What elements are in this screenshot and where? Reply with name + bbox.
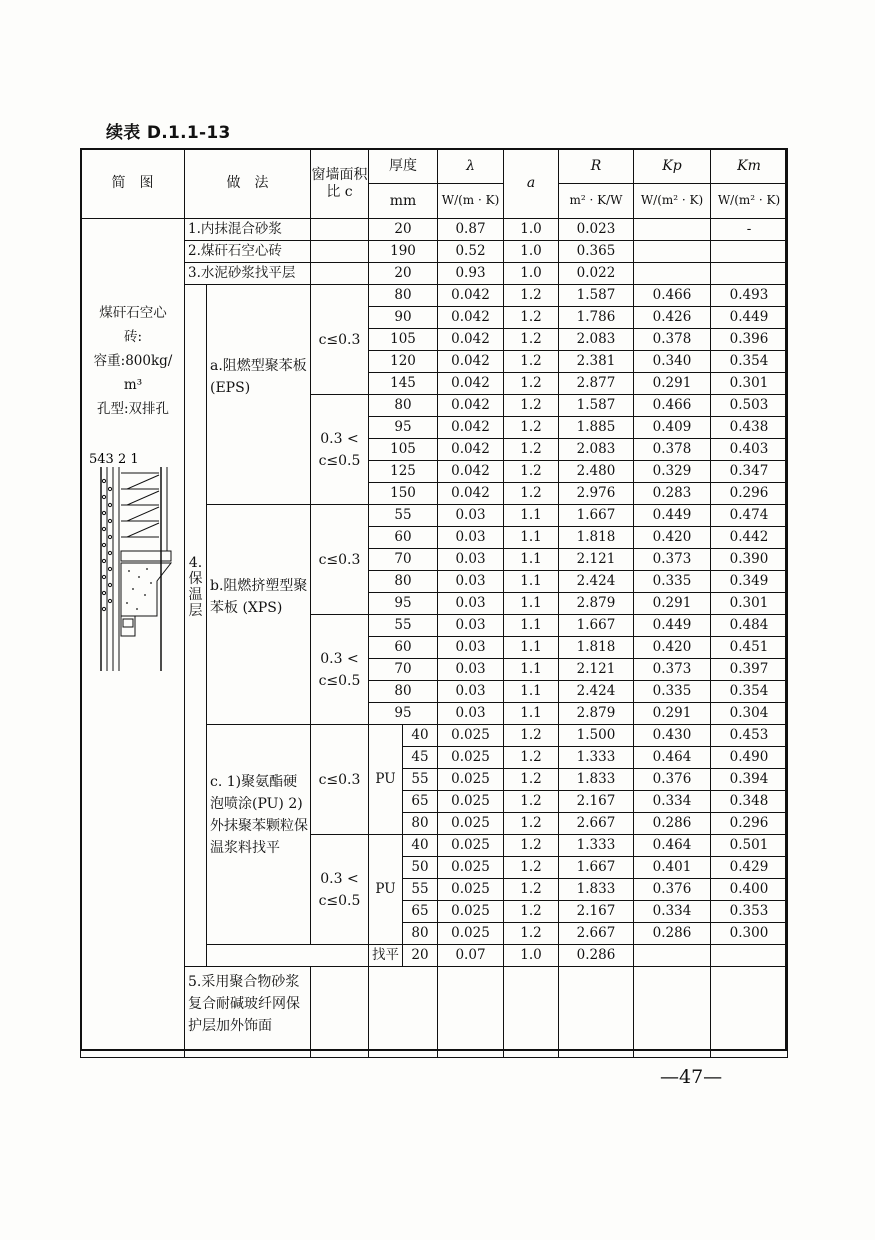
km-cell: 0.484 — [711, 615, 788, 637]
header-alpha: a — [504, 149, 559, 219]
thickness-cell: 125 — [369, 461, 438, 483]
header-diagram: 简 图 — [81, 149, 185, 219]
layer-name: 2.煤矸石空心砖 — [185, 241, 311, 263]
km-cell: 0.304 — [711, 703, 788, 725]
r-cell: 2.667 — [559, 813, 634, 835]
alpha-cell: 1.2 — [504, 373, 559, 395]
r-cell: 1.833 — [559, 769, 634, 791]
lambda-cell: 0.025 — [438, 747, 504, 769]
lambda-cell: 0.03 — [438, 549, 504, 571]
lambda-cell: 0.042 — [438, 285, 504, 307]
table-row — [81, 241, 788, 263]
wall-section-diagram — [87, 451, 179, 671]
lambda-cell: 0.042 — [438, 351, 504, 373]
xps-group-label: b.阻燃挤塑型聚苯板 (XPS) — [207, 505, 311, 725]
alpha-cell: 1.2 — [504, 329, 559, 351]
km-cell: 0.396 — [711, 329, 788, 351]
lambda-cell: 0.025 — [438, 835, 504, 857]
r-cell: 1.500 — [559, 725, 634, 747]
table-title: 续表 D.1.1-13 — [106, 123, 231, 143]
lambda-cell: 0.025 — [438, 769, 504, 791]
alpha-cell: 1.2 — [504, 285, 559, 307]
thickness-cell: 105 — [369, 439, 438, 461]
lambda-cell: 0.025 — [438, 791, 504, 813]
kp-cell: 0.291 — [634, 373, 711, 395]
km-cell: 0.493 — [711, 285, 788, 307]
material-description — [87, 301, 179, 421]
alpha-cell: 1.1 — [504, 703, 559, 725]
alpha-cell: 1.2 — [504, 725, 559, 747]
km-cell: 0.347 — [711, 461, 788, 483]
r-cell: 1.587 — [559, 395, 634, 417]
lambda-cell: 0.042 — [438, 329, 504, 351]
table-row — [81, 219, 788, 241]
r-cell: 0.022 — [559, 263, 634, 285]
lambda-cell: 0.025 — [438, 857, 504, 879]
kp-cell: 0.286 — [634, 923, 711, 945]
r-cell: 2.424 — [559, 681, 634, 703]
alpha-cell: 1.2 — [504, 483, 559, 505]
r-cell: 1.818 — [559, 527, 634, 549]
description-line: m³ — [123, 377, 143, 393]
km-cell: 0.300 — [711, 923, 788, 945]
lambda-cell: 0.03 — [438, 593, 504, 615]
eps-group-label: a.阻燃型聚苯板 (EPS) — [207, 285, 311, 505]
thickness-cell: 190 — [369, 241, 438, 263]
thickness-cell: 95 — [369, 417, 438, 439]
lambda-cell: 0.042 — [438, 417, 504, 439]
thickness-cell: 60 — [369, 527, 438, 549]
km-cell — [711, 241, 788, 263]
km-cell: 0.354 — [711, 681, 788, 703]
kp-cell: 0.378 — [634, 329, 711, 351]
kp-cell: 0.449 — [634, 505, 711, 527]
alpha-cell: 1.0 — [504, 945, 559, 967]
header-thickness-unit: mm — [369, 184, 438, 219]
lambda-cell: 0.042 — [438, 439, 504, 461]
km-cell: 0.442 — [711, 527, 788, 549]
lambda-cell: 0.025 — [438, 879, 504, 901]
lambda-cell: 0.042 — [438, 395, 504, 417]
kp-cell: 0.291 — [634, 703, 711, 725]
thickness-cell: 80 — [369, 285, 438, 307]
ratio-cell — [311, 219, 369, 241]
thickness-cell: 80 — [369, 395, 438, 417]
header-r-unit: m² · K/W — [559, 184, 634, 219]
kp-cell: 0.334 — [634, 791, 711, 813]
alpha-cell: 1.1 — [504, 527, 559, 549]
km-cell — [711, 263, 788, 285]
km-cell: 0.353 — [711, 901, 788, 923]
layer-5-name: 5.采用聚合物砂浆复合耐碱玻纤网保护层加外饰面 — [185, 967, 311, 1058]
r-cell: 2.121 — [559, 659, 634, 681]
km-cell: 0.400 — [711, 879, 788, 901]
km-cell: 0.301 — [711, 593, 788, 615]
alpha-cell: 1.2 — [504, 417, 559, 439]
r-cell: 2.381 — [559, 351, 634, 373]
km-cell: 0.397 — [711, 659, 788, 681]
alpha-cell: 1.2 — [504, 791, 559, 813]
layer-name: 3.水泥砂浆找平层 — [185, 263, 311, 285]
lambda-cell: 0.03 — [438, 637, 504, 659]
kp-cell — [634, 219, 711, 241]
alpha-cell — [504, 967, 559, 1058]
thickness-cell — [369, 967, 438, 1058]
thickness-cell: 90 — [369, 307, 438, 329]
kp-cell: 0.426 — [634, 307, 711, 329]
kp-cell: 0.401 — [634, 857, 711, 879]
ratio-group: 0.3 < c≤0.5 — [311, 615, 369, 725]
r-cell: 2.976 — [559, 483, 634, 505]
r-cell: 2.121 — [559, 549, 634, 571]
km-cell: 0.348 — [711, 791, 788, 813]
lambda-cell — [438, 967, 504, 1058]
thickness-cell: 70 — [369, 549, 438, 571]
lambda-cell: 0.07 — [438, 945, 504, 967]
kp-cell — [634, 241, 711, 263]
description-line: 孔型:双排孔 — [96, 401, 170, 417]
alpha-cell: 1.1 — [504, 593, 559, 615]
km-cell: 0.474 — [711, 505, 788, 527]
header-lambda-unit: W/(m · K) — [438, 184, 504, 219]
r-cell: 0.286 — [559, 945, 634, 967]
alpha-cell: 1.2 — [504, 923, 559, 945]
lambda-cell: 0.042 — [438, 307, 504, 329]
alpha-cell: 1.0 — [504, 263, 559, 285]
thickness-cell: 65 — [403, 791, 438, 813]
kp-cell: 0.340 — [634, 351, 711, 373]
km-cell: 0.490 — [711, 747, 788, 769]
kp-cell: 0.420 — [634, 527, 711, 549]
thickness-cell: 20 — [369, 219, 438, 241]
lambda-cell: 0.87 — [438, 219, 504, 241]
kp-cell: 0.335 — [634, 681, 711, 703]
lambda-cell: 0.03 — [438, 571, 504, 593]
km-cell: 0.390 — [711, 549, 788, 571]
r-cell: 2.167 — [559, 901, 634, 923]
lambda-cell: 0.025 — [438, 923, 504, 945]
r-cell: 1.885 — [559, 417, 634, 439]
alpha-cell: 1.2 — [504, 395, 559, 417]
r-cell: 1.833 — [559, 879, 634, 901]
ratio-cell — [311, 967, 369, 1058]
lambda-cell: 0.93 — [438, 263, 504, 285]
ratio-group: c≤0.3 — [311, 505, 369, 615]
r-cell: 0.365 — [559, 241, 634, 263]
thickness-cell: 80 — [403, 923, 438, 945]
kp-cell — [634, 967, 711, 1058]
header-thickness: 厚度 — [369, 149, 438, 184]
layer-4-label: 4.保温层 — [185, 285, 207, 967]
alpha-cell: 1.2 — [504, 439, 559, 461]
km-cell: 0.453 — [711, 725, 788, 747]
km-cell: 0.438 — [711, 417, 788, 439]
thermal-table — [80, 148, 788, 1058]
thickness-cell: 80 — [369, 681, 438, 703]
kp-cell: 0.430 — [634, 725, 711, 747]
r-cell: 2.167 — [559, 791, 634, 813]
km-cell: 0.449 — [711, 307, 788, 329]
header-method: 做 法 — [185, 149, 311, 219]
alpha-cell: 1.1 — [504, 571, 559, 593]
thickness-cell: 55 — [369, 505, 438, 527]
r-cell: 2.480 — [559, 461, 634, 483]
r-cell: 2.083 — [559, 439, 634, 461]
alpha-cell: 1.1 — [504, 549, 559, 571]
thickness-cell: 55 — [403, 879, 438, 901]
ratio-cell — [311, 241, 369, 263]
thickness-cell: 95 — [369, 703, 438, 725]
thickness-cell: 60 — [369, 637, 438, 659]
r-cell: 1.667 — [559, 857, 634, 879]
thickness-cell: 45 — [403, 747, 438, 769]
alpha-cell: 1.2 — [504, 351, 559, 373]
header-lambda: λ — [438, 149, 504, 184]
thickness-cell: 20 — [403, 945, 438, 967]
lambda-cell: 0.03 — [438, 505, 504, 527]
thickness-cell: 55 — [369, 615, 438, 637]
alpha-cell: 1.2 — [504, 857, 559, 879]
r-cell: 2.879 — [559, 593, 634, 615]
r-cell: 1.786 — [559, 307, 634, 329]
ratio-cell — [311, 263, 369, 285]
km-cell: - — [711, 219, 788, 241]
alpha-cell: 1.2 — [504, 813, 559, 835]
kp-cell: 0.420 — [634, 637, 711, 659]
kp-cell: 0.464 — [634, 835, 711, 857]
kp-cell: 0.378 — [634, 439, 711, 461]
lambda-cell: 0.025 — [438, 725, 504, 747]
r-cell — [559, 967, 634, 1058]
alpha-cell: 1.2 — [504, 879, 559, 901]
kp-cell: 0.376 — [634, 879, 711, 901]
alpha-cell: 1.1 — [504, 615, 559, 637]
km-cell — [711, 967, 788, 1058]
header-kp: Kp — [634, 149, 711, 184]
lambda-cell: 0.042 — [438, 461, 504, 483]
alpha-cell: 1.2 — [504, 461, 559, 483]
header-r: R — [559, 149, 634, 184]
pu-label: PU — [369, 835, 403, 945]
kp-cell: 0.373 — [634, 549, 711, 571]
lambda-cell: 0.03 — [438, 659, 504, 681]
r-cell: 1.587 — [559, 285, 634, 307]
thickness-cell: 150 — [369, 483, 438, 505]
table-row — [81, 285, 788, 307]
kp-cell: 0.291 — [634, 593, 711, 615]
thickness-cell: 70 — [369, 659, 438, 681]
description-line: 煤矸石空心 — [99, 305, 167, 321]
ratio-group: c≤0.3 — [311, 285, 369, 395]
kp-cell: 0.373 — [634, 659, 711, 681]
table-row — [81, 967, 788, 1058]
r-cell: 1.667 — [559, 615, 634, 637]
layer-numbers: 543 2 1 — [89, 452, 139, 467]
r-cell: 2.877 — [559, 373, 634, 395]
empty-cell — [207, 945, 369, 967]
ratio-group: c≤0.3 — [311, 725, 369, 835]
km-cell: 0.349 — [711, 571, 788, 593]
description-line: 砖: — [123, 329, 143, 345]
lambda-cell: 0.025 — [438, 901, 504, 923]
alpha-cell: 1.1 — [504, 505, 559, 527]
header-km-unit: W/(m² · K) — [711, 184, 788, 219]
kp-cell: 0.334 — [634, 901, 711, 923]
diagram-cell — [81, 219, 185, 1058]
km-cell: 0.403 — [711, 439, 788, 461]
kp-cell — [634, 945, 711, 967]
header-km: Km — [711, 149, 788, 184]
description-line: 容重:800kg/ — [93, 353, 173, 369]
thickness-cell: 145 — [369, 373, 438, 395]
thickness-cell: 50 — [403, 857, 438, 879]
alpha-cell: 1.2 — [504, 769, 559, 791]
lambda-cell: 0.52 — [438, 241, 504, 263]
alpha-cell: 1.0 — [504, 241, 559, 263]
lambda-cell: 0.03 — [438, 703, 504, 725]
thickness-cell: 80 — [369, 571, 438, 593]
alpha-cell: 1.2 — [504, 747, 559, 769]
r-cell: 1.667 — [559, 505, 634, 527]
thickness-cell: 65 — [403, 901, 438, 923]
km-cell: 0.354 — [711, 351, 788, 373]
alpha-cell: 1.2 — [504, 901, 559, 923]
kp-cell: 0.376 — [634, 769, 711, 791]
km-cell: 0.429 — [711, 857, 788, 879]
thickness-cell: 95 — [369, 593, 438, 615]
kp-cell: 0.466 — [634, 285, 711, 307]
alpha-cell: 1.1 — [504, 681, 559, 703]
thickness-cell: 120 — [369, 351, 438, 373]
alpha-cell: 1.1 — [504, 659, 559, 681]
r-cell: 2.083 — [559, 329, 634, 351]
r-cell: 0.023 — [559, 219, 634, 241]
kp-cell: 0.335 — [634, 571, 711, 593]
alpha-cell: 1.0 — [504, 219, 559, 241]
thickness-cell: 105 — [369, 329, 438, 351]
leveling-label: 找平 — [369, 945, 403, 967]
table-row — [81, 263, 788, 285]
km-cell: 0.296 — [711, 483, 788, 505]
km-cell: 0.301 — [711, 373, 788, 395]
r-cell: 1.818 — [559, 637, 634, 659]
page-number: —47— — [660, 1066, 723, 1088]
kp-cell: 0.409 — [634, 417, 711, 439]
pu-group-label: c. 1)聚氨酯硬泡喷涂(PU) 2)外抹聚苯颗粒保温浆料找平 — [207, 725, 311, 945]
kp-cell: 0.466 — [634, 395, 711, 417]
r-cell: 2.424 — [559, 571, 634, 593]
layer-1-name: 1.内抹混合砂浆 — [185, 219, 311, 241]
thickness-cell: 55 — [403, 769, 438, 791]
r-cell: 2.667 — [559, 923, 634, 945]
r-cell: 1.333 — [559, 835, 634, 857]
kp-cell: 0.283 — [634, 483, 711, 505]
r-cell: 2.879 — [559, 703, 634, 725]
alpha-cell: 1.2 — [504, 307, 559, 329]
r-cell: 1.333 — [559, 747, 634, 769]
lambda-cell: 0.03 — [438, 527, 504, 549]
lambda-cell: 0.042 — [438, 373, 504, 395]
lambda-cell: 0.025 — [438, 813, 504, 835]
thickness-cell: 80 — [403, 813, 438, 835]
ratio-group: 0.3 < c≤0.5 — [311, 835, 369, 945]
kp-cell: 0.329 — [634, 461, 711, 483]
header-kp-unit: W/(m² · K) — [634, 184, 711, 219]
thickness-cell: 20 — [369, 263, 438, 285]
thickness-cell: 40 — [403, 835, 438, 857]
km-cell: 0.451 — [711, 637, 788, 659]
kp-cell — [634, 263, 711, 285]
kp-cell: 0.464 — [634, 747, 711, 769]
pu-label: PU — [369, 725, 403, 835]
alpha-cell: 1.1 — [504, 637, 559, 659]
ratio-group: 0.3 < c≤0.5 — [311, 395, 369, 505]
km-cell: 0.296 — [711, 813, 788, 835]
lambda-cell: 0.03 — [438, 615, 504, 637]
kp-cell: 0.449 — [634, 615, 711, 637]
alpha-cell: 1.2 — [504, 835, 559, 857]
km-cell: 0.394 — [711, 769, 788, 791]
km-cell: 0.503 — [711, 395, 788, 417]
km-cell — [711, 945, 788, 967]
header-ratio: 窗墙面积比 c — [311, 149, 369, 219]
lambda-cell: 0.03 — [438, 681, 504, 703]
kp-cell: 0.286 — [634, 813, 711, 835]
thickness-cell: 40 — [403, 725, 438, 747]
lambda-cell: 0.042 — [438, 483, 504, 505]
km-cell: 0.501 — [711, 835, 788, 857]
